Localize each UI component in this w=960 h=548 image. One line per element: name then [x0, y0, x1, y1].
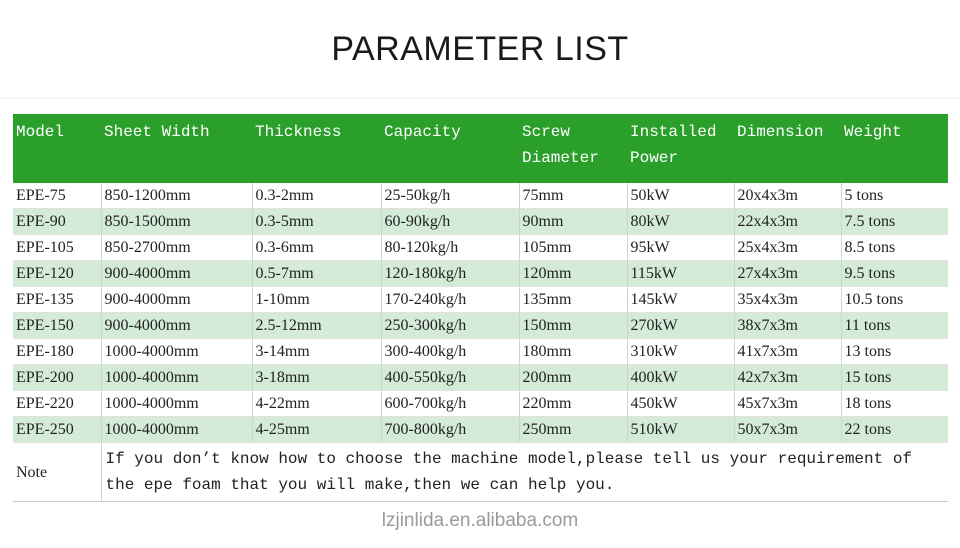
table-cell: 120-180kg/h — [381, 261, 519, 287]
table-cell: 900-4000mm — [101, 287, 252, 313]
table-cell: 1000-4000mm — [101, 339, 252, 365]
table-cell: 3-18mm — [252, 365, 381, 391]
table-cell: 250mm — [519, 417, 627, 443]
table-cell: 115kW — [627, 261, 734, 287]
table-cell: 11 tons — [841, 313, 948, 339]
header-cell: Installed Power — [627, 114, 734, 183]
table-row — [13, 287, 948, 313]
table-cell: 145kW — [627, 287, 734, 313]
table-cell: 25-50kg/h — [381, 183, 519, 209]
table-row — [13, 391, 948, 417]
header-cell: Screw Diameter — [519, 114, 627, 183]
table-row — [13, 313, 948, 339]
table-cell: 2.5-12mm — [252, 313, 381, 339]
table-cell: 850-1200mm — [101, 183, 252, 209]
table-row — [13, 339, 948, 365]
table-cell: 8.5 tons — [841, 235, 948, 261]
table-cell: 0.3-6mm — [252, 235, 381, 261]
table-row — [13, 365, 948, 391]
table-cell: 450kW — [627, 391, 734, 417]
table-cell: 10.5 tons — [841, 287, 948, 313]
table-row — [13, 235, 948, 261]
table-cell: 850-1500mm — [101, 209, 252, 235]
table-cell: EPE-75 — [13, 183, 101, 209]
table-cell: 105mm — [519, 235, 627, 261]
table-cell: 300-400kg/h — [381, 339, 519, 365]
header-cell: Capacity — [381, 114, 519, 183]
table-cell: 850-2700mm — [101, 235, 252, 261]
header-row — [13, 114, 948, 183]
table-cell: 150mm — [519, 313, 627, 339]
table-cell: EPE-120 — [13, 261, 101, 287]
watermark-text: lzjinlida.en.alibaba.com — [381, 510, 579, 531]
table-cell: 250-300kg/h — [381, 313, 519, 339]
table-cell: EPE-200 — [13, 365, 101, 391]
table-cell: 135mm — [519, 287, 627, 313]
table-row — [13, 183, 948, 209]
table-cell: 15 tons — [841, 365, 948, 391]
table-cell: 75mm — [519, 183, 627, 209]
table-cell: EPE-135 — [13, 287, 101, 313]
table-cell: 310kW — [627, 339, 734, 365]
table-cell: 27x4x3m — [734, 261, 841, 287]
table-cell: 510kW — [627, 417, 734, 443]
table-cell: 18 tons — [841, 391, 948, 417]
table-cell: 50kW — [627, 183, 734, 209]
table-cell: 900-4000mm — [101, 261, 252, 287]
table-cell: 4-22mm — [252, 391, 381, 417]
table-cell: EPE-105 — [13, 235, 101, 261]
table-cell: 400kW — [627, 365, 734, 391]
table-cell: 600-700kg/h — [381, 391, 519, 417]
table-cell: 35x4x3m — [734, 287, 841, 313]
table-cell: 13 tons — [841, 339, 948, 365]
table-cell: 60-90kg/h — [381, 209, 519, 235]
header-cell: Weight — [841, 114, 948, 183]
table-cell: 45x7x3m — [734, 391, 841, 417]
table-cell: 7.5 tons — [841, 209, 948, 235]
table-cell: 42x7x3m — [734, 365, 841, 391]
table-cell: 0.3-2mm — [252, 183, 381, 209]
table-cell: 38x7x3m — [734, 313, 841, 339]
table-cell: 22 tons — [841, 417, 948, 443]
table-cell: 1000-4000mm — [101, 391, 252, 417]
table-cell: 25x4x3m — [734, 235, 841, 261]
table-cell: 200mm — [519, 365, 627, 391]
table-cell: 3-14mm — [252, 339, 381, 365]
table-body — [13, 183, 948, 502]
parameter-table — [13, 114, 948, 502]
table-cell: 700-800kg/h — [381, 417, 519, 443]
table-cell: 4-25mm — [252, 417, 381, 443]
table-cell: 0.3-5mm — [252, 209, 381, 235]
table-cell: 20x4x3m — [734, 183, 841, 209]
table-cell: 1000-4000mm — [101, 365, 252, 391]
table-cell: EPE-220 — [13, 391, 101, 417]
table-cell: 41x7x3m — [734, 339, 841, 365]
table-cell: EPE-180 — [13, 339, 101, 365]
header-cell: Sheet Width — [101, 114, 252, 183]
table-cell: 95kW — [627, 235, 734, 261]
table-cell: 90mm — [519, 209, 627, 235]
table-cell: 22x4x3m — [734, 209, 841, 235]
table-cell: EPE-150 — [13, 313, 101, 339]
note-row — [13, 443, 948, 502]
note-text: If you don’t know how to choose the machine model,please tell us your requirement of the epe foam that you will make,then we can help you. — [101, 443, 948, 502]
table-row — [13, 261, 948, 287]
table-cell: EPE-90 — [13, 209, 101, 235]
table-cell: 5 tons — [841, 183, 948, 209]
table-cell: 270kW — [627, 313, 734, 339]
table-cell: 180mm — [519, 339, 627, 365]
page-title: PARAMETER LIST — [331, 30, 629, 68]
table-cell: 900-4000mm — [101, 313, 252, 339]
table-cell: 170-240kg/h — [381, 287, 519, 313]
table-cell: 1000-4000mm — [101, 417, 252, 443]
table-cell: 50x7x3m — [734, 417, 841, 443]
table-cell: 80-120kg/h — [381, 235, 519, 261]
table-cell: 0.5-7mm — [252, 261, 381, 287]
table-cell: 120mm — [519, 261, 627, 287]
table-cell: 1-10mm — [252, 287, 381, 313]
table-cell: EPE-250 — [13, 417, 101, 443]
table-cell: 9.5 tons — [841, 261, 948, 287]
divider — [0, 98, 960, 99]
table-cell: 220mm — [519, 391, 627, 417]
note-label: Note — [13, 443, 101, 502]
table-cell: 80kW — [627, 209, 734, 235]
header-cell: Thickness — [252, 114, 381, 183]
header-cell: Model — [13, 114, 101, 183]
table-row — [13, 417, 948, 443]
header-cell: Dimension — [734, 114, 841, 183]
table-cell: 400-550kg/h — [381, 365, 519, 391]
table-row — [13, 209, 948, 235]
